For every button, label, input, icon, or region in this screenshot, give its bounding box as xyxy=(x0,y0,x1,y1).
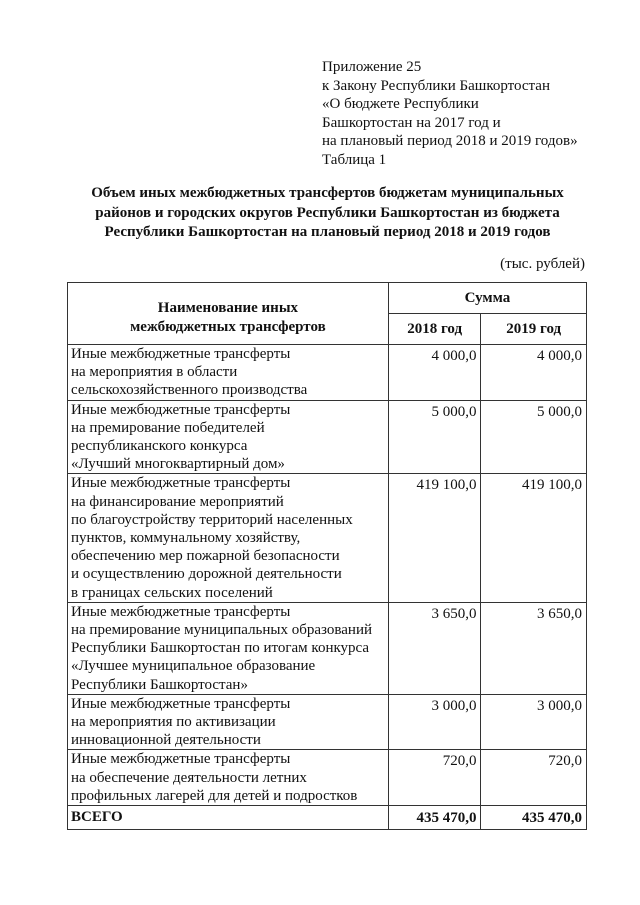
row-2018: 720,0 xyxy=(388,750,481,806)
total-row xyxy=(68,806,587,830)
total-2018: 435 470,0 xyxy=(388,806,481,830)
row-2019: 419 100,0 xyxy=(481,474,587,602)
transfers-table xyxy=(67,282,587,830)
row-2019: 5 000,0 xyxy=(481,400,587,474)
row-2019: 720,0 xyxy=(481,750,587,806)
table-row xyxy=(68,694,587,750)
header-sum: Сумма xyxy=(388,283,586,314)
table-row xyxy=(68,400,587,474)
header-name: Наименование иных межбюджетных трансфертов xyxy=(68,283,389,345)
row-name: Иные межбюджетные трансферты на мероприятия в области сельскохозяйственного производства xyxy=(68,345,389,401)
row-2018: 3 650,0 xyxy=(388,602,481,694)
row-2018: 4 000,0 xyxy=(388,345,481,401)
row-2019: 3 000,0 xyxy=(481,694,587,750)
header-2018: 2018 год xyxy=(388,314,481,345)
document-title: Объем иных межбюджетных трансфертов бюджетам муниципальных районов и городских округов Республики Башкортостан из бюджета Республики Башкортостан на плановый период 2018 и 2019 годов xyxy=(91,185,564,240)
row-name: Иные межбюджетные трансферты на премирование муниципальных образований Республики Башкортостан по итогам конкурса «Лучшее муниципальное образование Республики Башкортостан» xyxy=(68,602,389,694)
table-row xyxy=(68,474,587,602)
row-2019: 3 650,0 xyxy=(481,602,587,694)
table-row xyxy=(68,345,587,401)
row-name: Иные межбюджетные трансферты на обеспечение деятельности летних профильных лагерей для детей и подростков xyxy=(68,750,389,806)
total-label: ВСЕГО xyxy=(68,806,389,830)
row-name: Иные межбюджетные трансферты на премирование победителей республиканского конкурса «Лучший многоквартирный дом» xyxy=(68,400,389,474)
row-2018: 419 100,0 xyxy=(388,474,481,602)
appendix-header: Приложение 25 к Закону Республики Башкортостан «О бюджете Республики Башкортостан на 2017 год и на плановый период 2018 и 2019 годов» Таблица 1 xyxy=(322,59,578,168)
row-2019: 4 000,0 xyxy=(481,345,587,401)
row-2018: 3 000,0 xyxy=(388,694,481,750)
table-row xyxy=(68,750,587,806)
table-row xyxy=(68,602,587,694)
header-2019: 2019 год xyxy=(481,314,587,345)
row-name: Иные межбюджетные трансферты на финансирование мероприятий по благоустройству территорий населенных пунктов, коммунальному хозяйству, обеспечению мер пожарной безопасности и осуществлению дорожной деятельности в границах сельских поселений xyxy=(68,474,389,602)
row-name: Иные межбюджетные трансферты на мероприятия по активизации инновационной деятельности xyxy=(68,694,389,750)
row-2018: 5 000,0 xyxy=(388,400,481,474)
total-2019: 435 470,0 xyxy=(481,806,587,830)
units-label: (тыс. рублей) xyxy=(500,256,585,272)
